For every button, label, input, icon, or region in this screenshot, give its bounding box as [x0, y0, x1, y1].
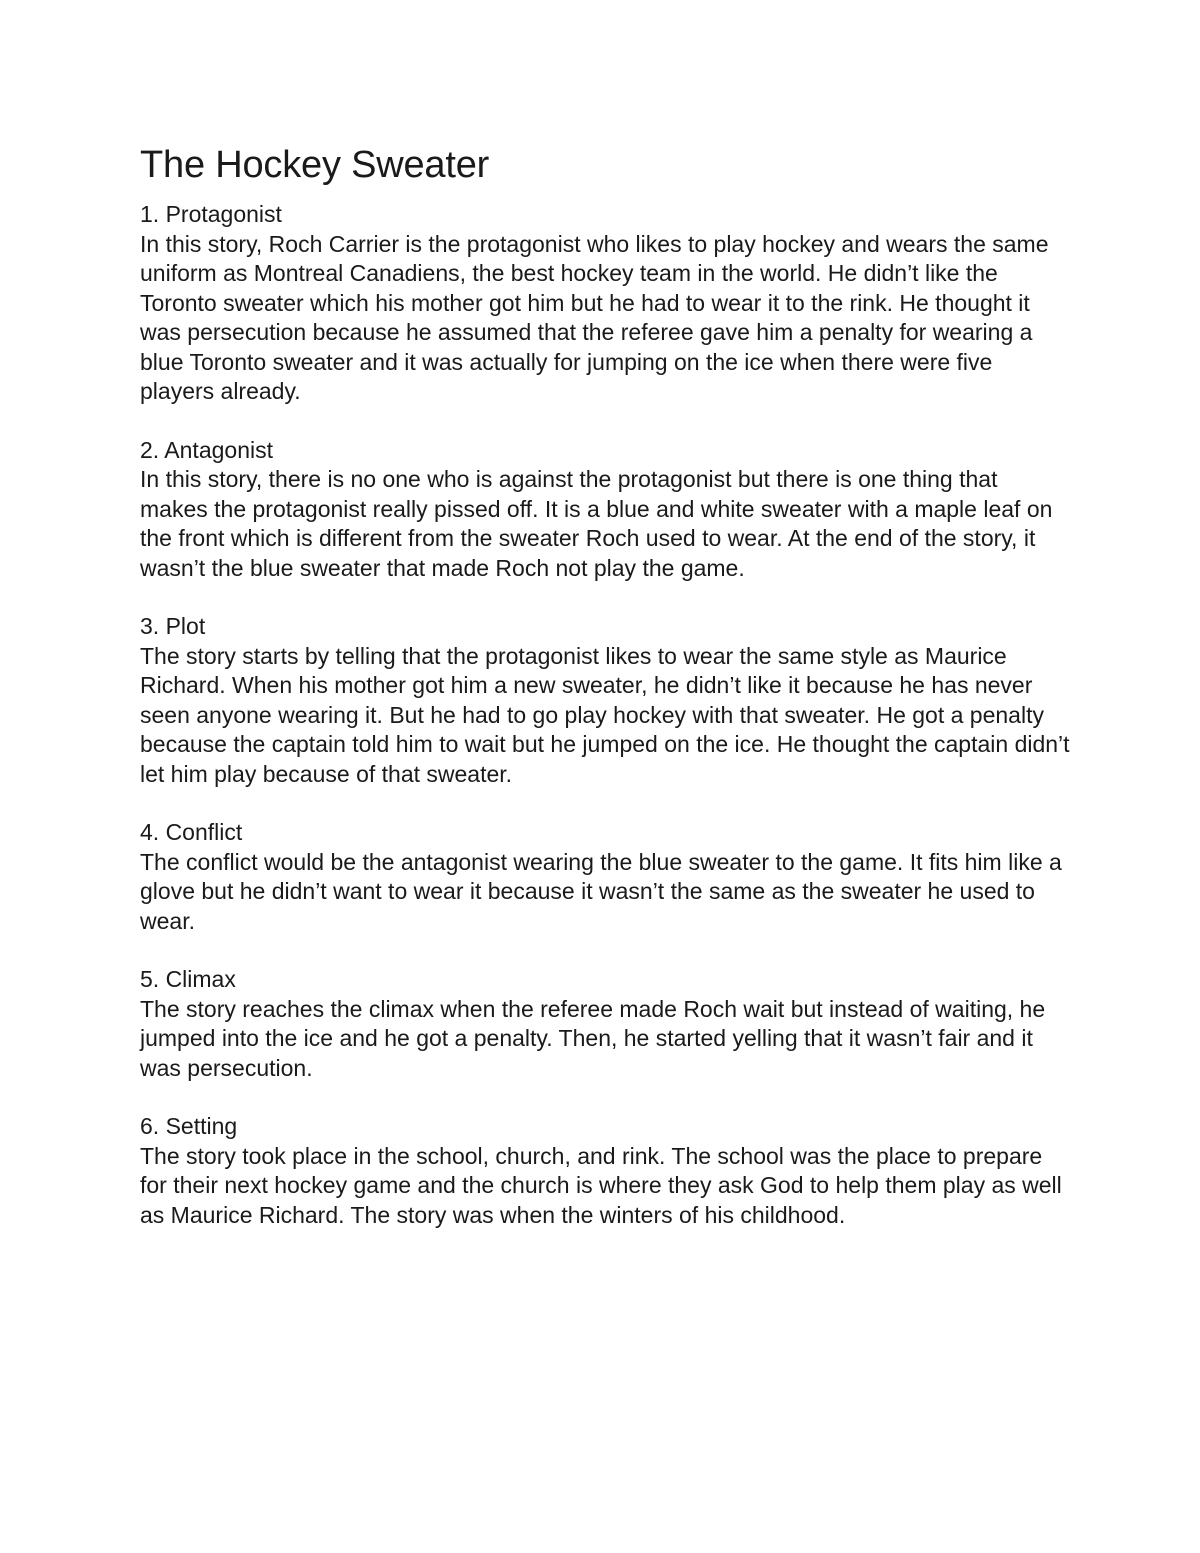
- section-heading: 1. Protagonist: [140, 201, 282, 227]
- section-heading: 2. Antagonist: [140, 436, 273, 463]
- section-setting: [140, 1112, 1070, 1230]
- document-title: The Hockey Sweater: [140, 144, 490, 186]
- section-heading: 3. Plot: [140, 613, 206, 639]
- section-antagonist: [140, 436, 1070, 584]
- section-body: In this story, there is no one who is against the protagonist but there is one thing that makes the protagonist really pissed off. It is a blue and white sweater with a maple leaf on the front which is different from the sweater Roch used to wear. At the end of the story, it wasn’t the blue sweater that made Roch not play the game.: [140, 466, 1053, 581]
- section-conflict: [140, 818, 1070, 936]
- section-heading: 6. Setting: [140, 1113, 238, 1139]
- section-body: In this story, Roch Carrier is the protagonist who likes to play hockey and wears the same uniform as Montreal Canadiens, the best hockey team in the world. He didn’t like the Toronto sweater which his mother got him but he had to wear it to the rink. He thought it was persecution because he assumed that the referee gave him a penalty for wearing a blue Toronto sweater and it was actually for jumping on the ice when there were five players already.: [140, 230, 1049, 404]
- section-heading: 5. Climax: [140, 966, 236, 992]
- section-body: The story took place in the school, church, and rink. The school was the place to prepare for their next hockey game and the church is where they ask God to help them play as well as Maurice Richard. The story was when the winters of his childhood.: [140, 1142, 1062, 1228]
- section-climax: [140, 965, 1070, 1083]
- section-body: The story starts by telling that the protagonist likes to wear the same style as Maurice Richard. When his mother got him a new sweater, he didn’t like it because he has never seen anyone wearing it. But he had to go play hockey with that sweater. He got a penalty because the captain told him to wait but he jumped on the ice. He thought the captain didn’t let him play because of that sweater.: [140, 642, 1070, 787]
- section-heading: 4. Conflict: [140, 819, 243, 845]
- section-protagonist: [140, 200, 1070, 407]
- section-body: The conflict would be the antagonist wearing the blue sweater to the game. It fits him like a glove but he didn’t want to wear it because it wasn’t the same as the sweater he used to wear.: [140, 848, 1062, 934]
- document-content: [140, 142, 1070, 1259]
- section-plot: [140, 612, 1070, 789]
- section-body: The story reaches the climax when the referee made Roch wait but instead of waiting, he jumped into the ice and he got a penalty. Then, he started yelling that it wasn’t fair and it was persecution.: [140, 995, 1046, 1081]
